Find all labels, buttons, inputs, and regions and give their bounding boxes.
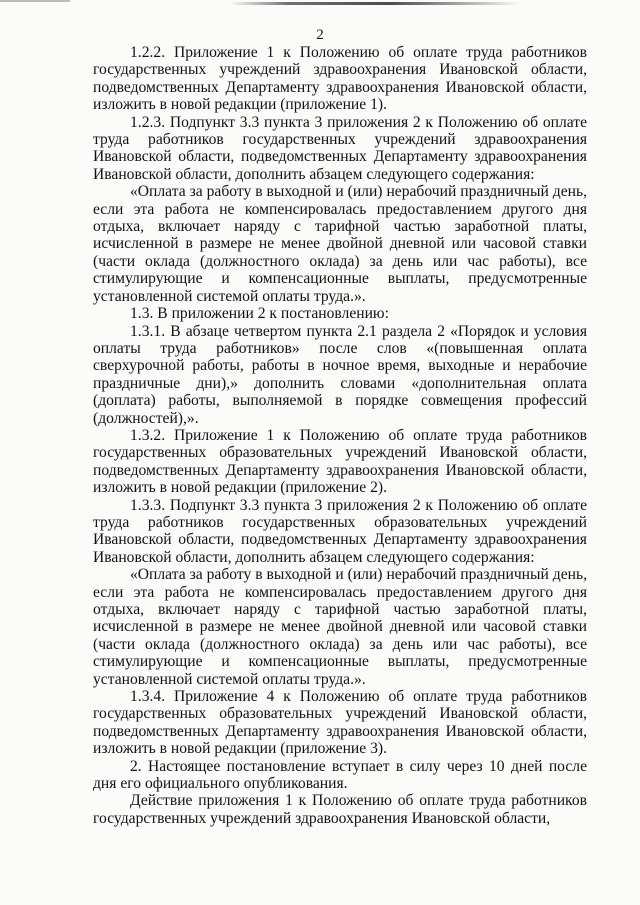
scan-artifact-top bbox=[230, 2, 520, 5]
paragraph-1-3-4: 1.3.4. Приложение 4 к Положению об оплате труда работников государственных образовательных учреждений Ивановской области, подведомственных Департаменту здравоохранения Ивановской области, изложить в новой редакции (приложение 3). bbox=[93, 688, 587, 758]
paragraph-1-3-2: 1.3.2. Приложение 1 к Положению об оплате труда работников государственных образовательных учреждений Ивановской области, подведомственных Департаменту здравоохранения Ивановской области, изложить в новой редакции (приложение 2). bbox=[93, 426, 587, 497]
paragraph-2: 2. Настоящее постановление вступает в силу через 10 дней после дня его официального опубликования. bbox=[93, 757, 587, 793]
paragraph-1-2-3: 1.2.3. Подпункт 3.3 пункта 3 приложения 2 к Положению об оплате труда работников государственных учреждений здравоохранения Ивановской области, подведомственных Департаменту здравоохранения Ивановской области, дополнить абзацем следующего содержания: bbox=[93, 113, 587, 183]
paragraph-1-2-2: 1.2.2. Приложение 1 к Положению об оплате труда работников государственных учреждений здравоохранения Ивановской области, подведомственных Департаменту здравоохранения Ивановской области, изложить в новой редакции (приложение 1). bbox=[93, 44, 587, 114]
page-number: 2 bbox=[316, 27, 324, 43]
document-body bbox=[93, 44, 587, 827]
quote-paragraph-1: «Оплата за работу в выходной и (или) нерабочий праздничный день, если эта работа не компенсировалась предоставлением другого дня отдыха, включает наряду с тарифной частью заработной платы, исчисленной в размере не менее двойной дневной или часовой ставки (части оклада (должностного оклада) за день или час работы), все стимулирующие и компенсационные выплаты, предусмотренные установленной системой оплаты труда.». bbox=[93, 183, 587, 305]
scan-artifact-left bbox=[0, 0, 70, 2]
paragraph-action: Действие приложения 1 к Положению об оплате труда работников государственных учреждений здравоохранения Ивановской области, bbox=[93, 792, 587, 827]
paragraph-1-3-3: 1.3.3. Подпункт 3.3 пункта 3 приложения 2 к Положению об оплате труда работников государственных образовательных учреждений Ивановской области, подведомственных Департаменту здравоохранения Ивановской области, дополнить абзацем следующего содержания: bbox=[93, 496, 587, 566]
quote-paragraph-2: «Оплата за работу в выходной и (или) нерабочий праздничный день, если эта работа не компенсировалась предоставлением другого дня отдыха, включает наряду с тарифной частью заработной платы, исчисленной в размере не менее двойной дневной или часовой ставки (части оклада (должностного оклада) за день или час работы), все стимулирующие и компенсационные выплаты, предусмотренные установленной системой оплаты труда.». bbox=[93, 566, 587, 688]
paragraph-1-3: 1.3. В приложении 2 к постановлению: bbox=[130, 305, 389, 323]
paragraph-1-3-1: 1.3.1. В абзаце четвертом пункта 2.1 раздела 2 «Порядок и условия оплаты труда работников» после слов «(повышенная оплата сверхурочной работы, работы в ночное время, выходные и нерабочие праздничные дни),» дополнить словами «дополнительная оплата (доплата) работы, выполняемой в порядке совмещения профессий (должностей),». bbox=[93, 322, 587, 427]
